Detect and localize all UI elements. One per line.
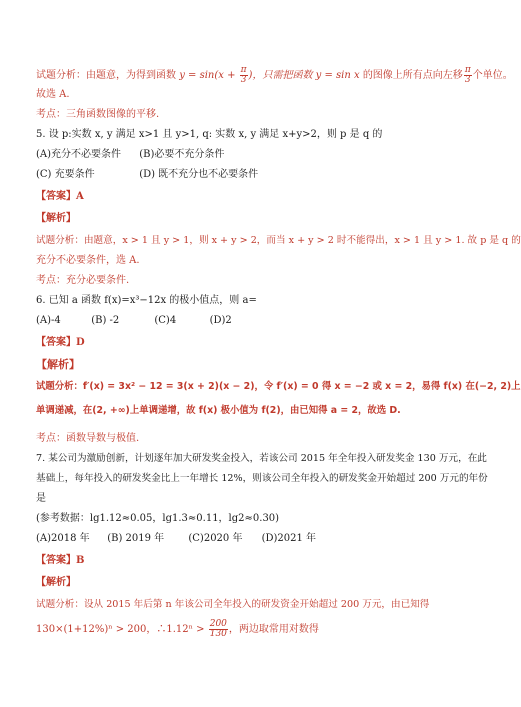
q6-answer: 【答案】D [36,337,85,348]
q7-ref-data: (参考数据：lg1.12≈0.05，lg1.3≈0.11，lg2≈0.30) [36,513,280,524]
q6-analysis-line2: 单调递减，在(2, +∞)上单调递增，故 f(x) 极小值为 f(2)，由已知得 a = 2，故选 D. [36,405,401,416]
q4-func2: y = sin x [315,70,360,81]
q5-options-row2 [36,168,478,182]
q6-option-d: (D)2 [209,315,232,326]
q4-suffix: 个单位。 [472,70,513,81]
q7-options [36,532,478,546]
q5-stem: 5. 设 p:实数 x, y 满足 x>1 且 y>1, q: 实数 x, y 满足 x+y>2，则 p 是 q 的 [36,129,383,140]
q7-answer: 【答案】B [36,555,85,566]
q6-analysis-title: 【解析】 [36,358,80,371]
q6-point: 考点：函数导数与极值. [36,433,140,444]
q5-answer: 【答案】A [36,191,84,202]
q6-options [36,314,478,328]
q5-option-a: (A)充分不必要条件 [36,149,122,160]
q4-func1-right: )，只需把函数 [248,70,313,81]
q6-option-b: (B) -2 [91,315,120,326]
q7-option-d: (D)2021 年 [261,533,317,544]
q7-option-b: (B) 2019 年 [107,533,165,544]
q5-options-row1 [36,148,478,162]
q7-analysis-title: 【解析】 [36,577,76,588]
q4-point: 考点：三角函数图像的平移. [36,109,160,120]
q7-analysis-line1: 试题分析：设从 2015 年后第 n 年该公司全年投入的研发资金开始超过 200 万元，由已知得 [36,599,430,610]
q7-stem-line2: 基础上，每年投入的研发奖金比上一年增长 12%，则该公司全年投入的研发奖金开始超过 200 万元的年份 [36,473,488,484]
q5-analysis-line1: 试题分析：由题意，x > 1 且 y > 1，则 x + y > 2，而当 x + y > 2 时不能得出，x > 1 且 y > 1. 故 p 是 q 的 [36,235,521,246]
q4-func1-left: y = sin(x + [179,70,239,81]
q7-fraction: $\frac{200}{130}$ [209,619,227,639]
q4-middle: 的图像上所有点向左移 [362,70,463,81]
q5-analysis-title: 【解析】 [36,213,76,224]
q4-analysis-line [36,65,513,85]
q6-analysis-line1: 试题分析：f′(x) = 3x² − 12 = 3(x + 2)(x − 2)，令 f′(x) = 0 得 x = −2 或 x = 2，易得 f(x) 在(−2, 2)上 [36,381,521,392]
q5-point: 考点：充分必要条件. [36,275,130,286]
q4-analysis-prefix: 试题分析：由题意，为得到函数 [36,70,176,81]
q6-stem: 6. 已知 a 函数 f(x)=x³−12x 的极小值点，则 a= [36,295,257,306]
q7-stem-line3: 是 [36,493,46,504]
q7-stem-line1: 7. 某公司为激励创新，计划逐年加大研发奖金投入，若该公司 2015 年全年投入研发奖金 130 万元，在此 [36,453,487,464]
q7-option-c: (C)2020 年 [188,533,243,544]
q6-option-a: (A)-4 [36,315,61,326]
q5-analysis-line2: 充分不必要条件，选 A. [36,255,140,266]
q5-option-d: (D) 既不充分也不必要条件 [139,169,259,180]
q5-option-c: (C) 充要条件 [36,169,95,180]
q4-conclusion: 故选 A. [36,89,70,100]
q7-analysis-expr: 130×(1+12%)ⁿ > 200，∴1.12ⁿ > [36,624,208,635]
q6-option-c: (C)4 [154,315,177,326]
q5-option-b: (B)必要不充分条件 [139,149,225,160]
q7-option-a: (A)2018 年 [36,533,90,544]
q7-analysis-tail: ，两边取常用对数得 [228,624,319,635]
q7-analysis-line2 [36,620,478,639]
q4-func1-fraction: $\frac{\pi}{3}$ [240,65,247,85]
q4-shift-fraction: $\frac{\pi}{3}$ [464,65,471,85]
